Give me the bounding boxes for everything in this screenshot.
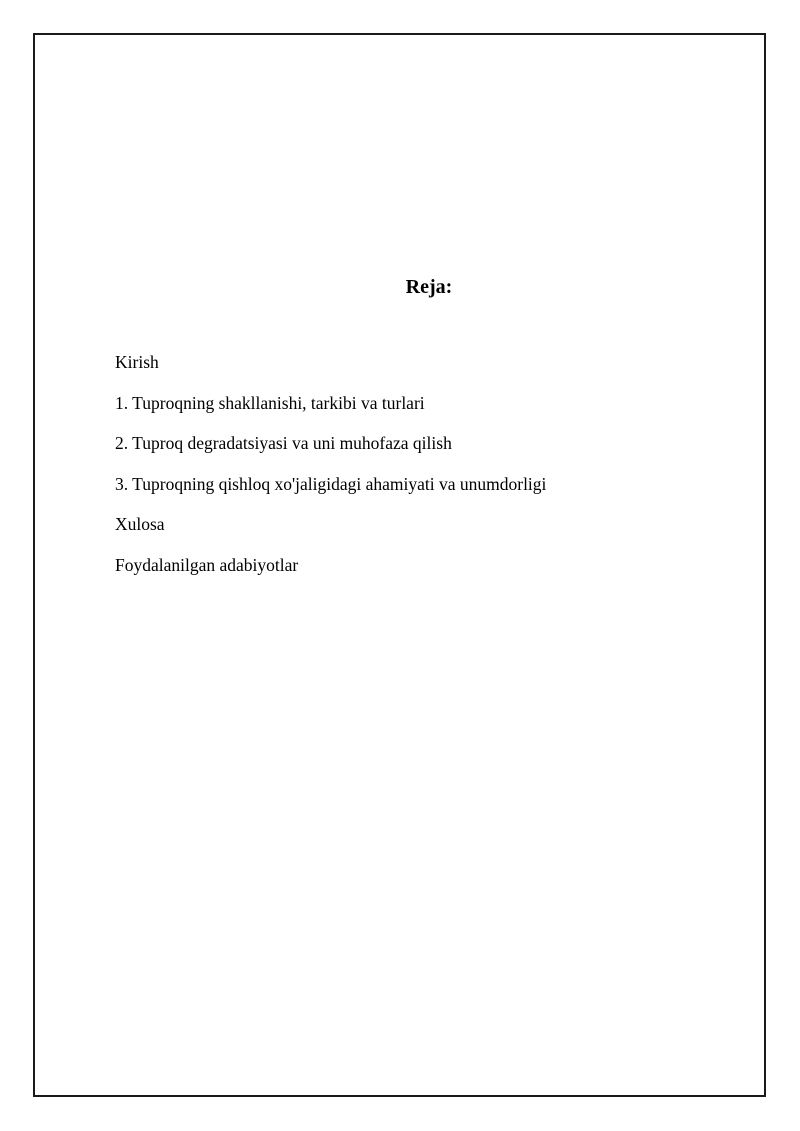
toc-item-introduction: Kirish: [115, 352, 159, 372]
toc-item-chapter-1: 1. Tuproqning shakllanishi, tarkibi va turlari: [115, 392, 425, 413]
toc-item-chapter-3: 3. Tuproqning qishloq xo'jaligidagi ahamiyati va unumdorligi: [115, 473, 547, 494]
toc-item-chapter-2: 2. Tuproq degradatsiyasi va uni muhofaza qilish: [115, 433, 452, 454]
page-title: Reja:: [405, 276, 453, 298]
table-of-contents: [115, 351, 546, 595]
toc-item-conclusion: Xulosa: [115, 514, 165, 535]
toc-item-references: Foydalanilgan adabiyotlar: [115, 554, 299, 575]
